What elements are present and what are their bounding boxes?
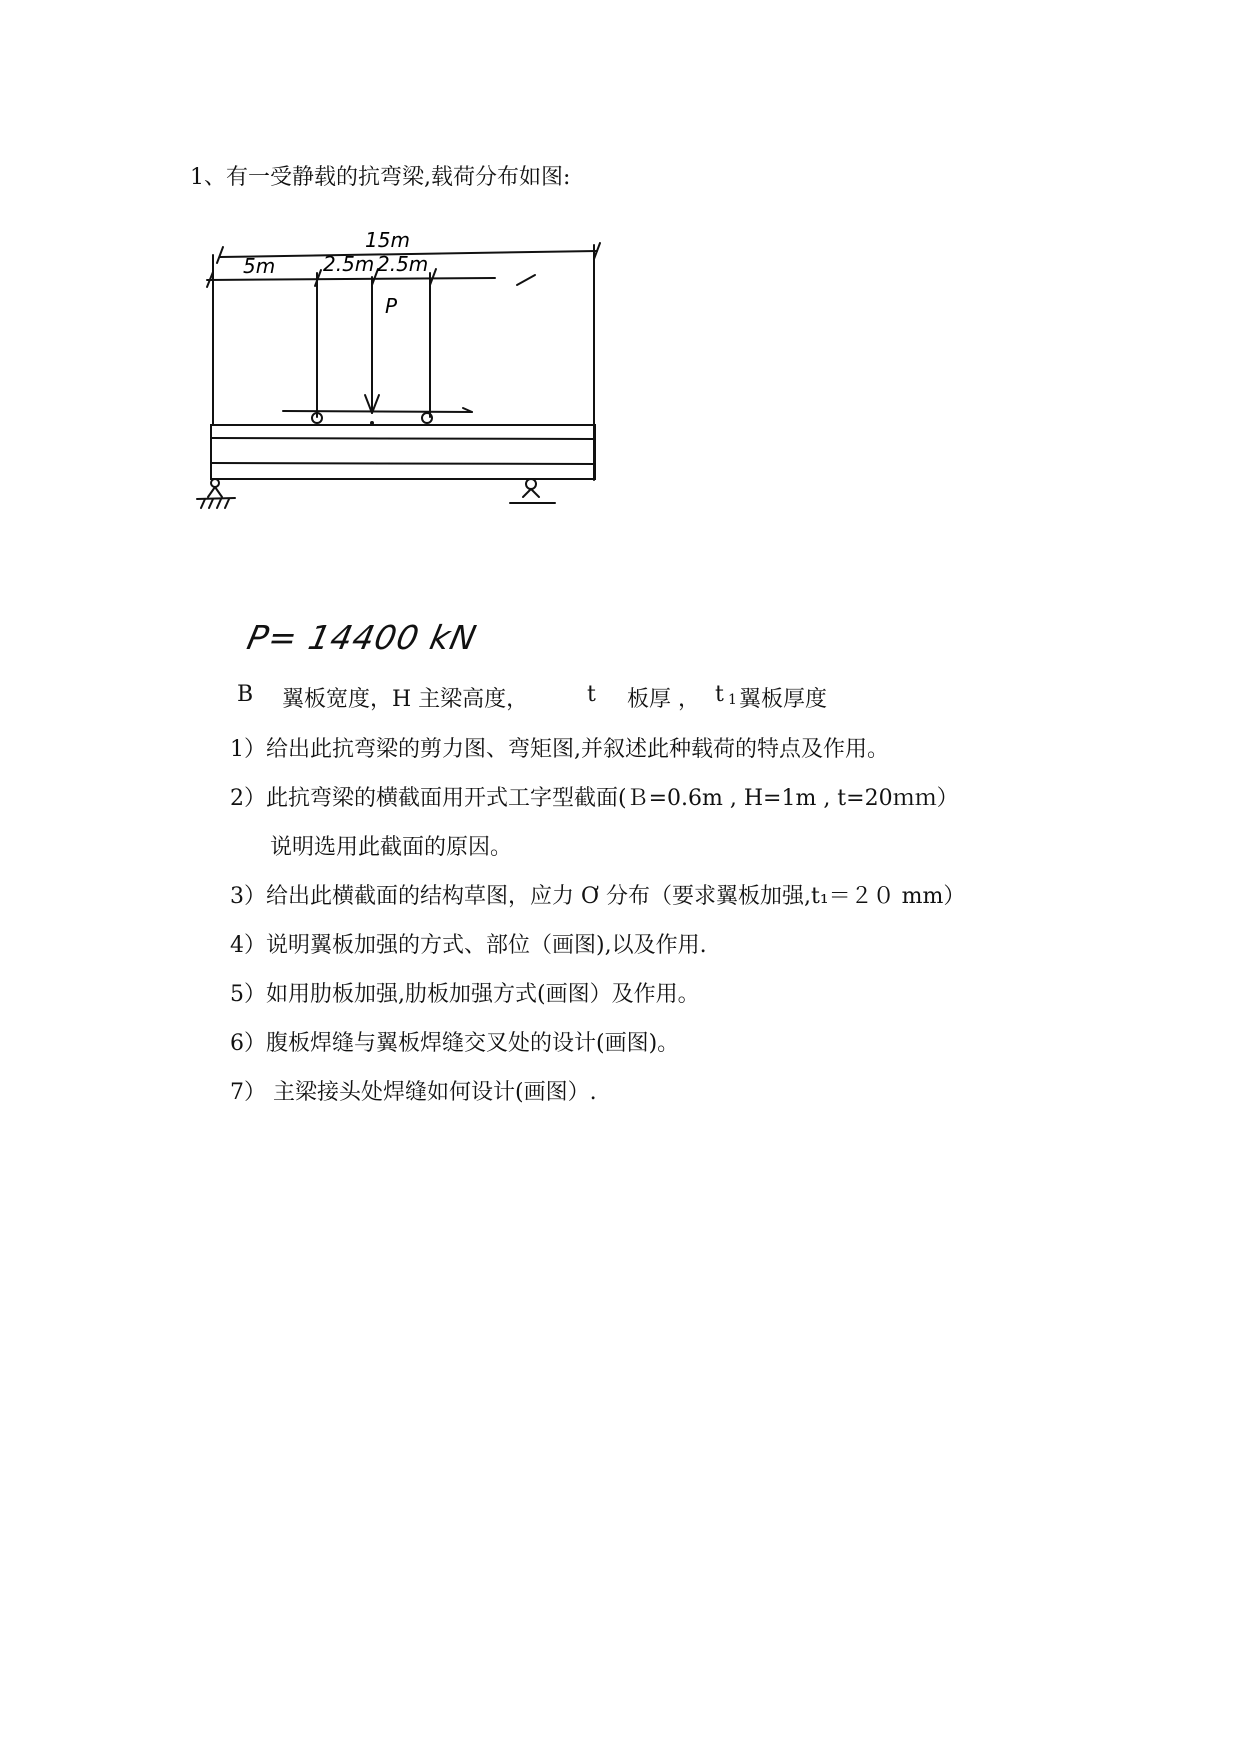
symbol-t1-desc: 翼板厚度 <box>739 687 828 712</box>
beam-load-diagram <box>205 228 625 575</box>
label-load: P <box>385 294 398 318</box>
label-total-span: 15m <box>365 228 410 252</box>
item-2: 2）此抗弯梁的横截面用开式工字型截面(Ｂ=0.6m , H=1m , t=20ｍｍ） <box>230 786 959 811</box>
label-seg-3: 2.5m <box>377 252 429 276</box>
symbol-b: B <box>237 682 254 707</box>
label-seg-2: 2.5m <box>323 252 375 276</box>
label-seg-1: 5m <box>243 254 276 278</box>
item-5: 5）如用肋板加强,肋板加强方式(画图）及作用。 <box>230 982 700 1007</box>
item-4: 4）说明翼板加强的方式、部位（画图),以及作用. <box>230 933 707 958</box>
item-1: 1）给出此抗弯梁的剪力图、弯矩图,并叙述此种载荷的特点及作用。 <box>230 737 889 762</box>
item-3: 3）给出此横截面的结构草图，应力 Ơ 分布（要求翼板加强,t₁＝２０ mm） <box>230 884 966 909</box>
item-7: 7） 主梁接头处焊缝如何设计(画图）. <box>230 1080 597 1105</box>
beam <box>211 425 595 479</box>
wheel-right <box>422 413 432 423</box>
symbol-t-desc: 板厚 ， <box>627 687 700 712</box>
load-value: P= 14400 kN <box>243 618 481 657</box>
item-6: 6）腹板焊缝与翼板焊缝交叉处的设计(画图)。 <box>230 1031 680 1056</box>
item-2-continued: 说明选用此截面的原因。 <box>270 835 513 860</box>
symbol-t1-sub: 1 <box>728 692 737 708</box>
dim-line-segments <box>207 278 495 280</box>
symbol-b-desc: 翼板宽度，H 主梁高度， <box>282 687 529 712</box>
question-title: 1、有一受静载的抗弯梁,载荷分布如图: <box>190 165 571 190</box>
symbol-t: t <box>587 682 596 707</box>
symbol-t1: t <box>715 682 724 707</box>
